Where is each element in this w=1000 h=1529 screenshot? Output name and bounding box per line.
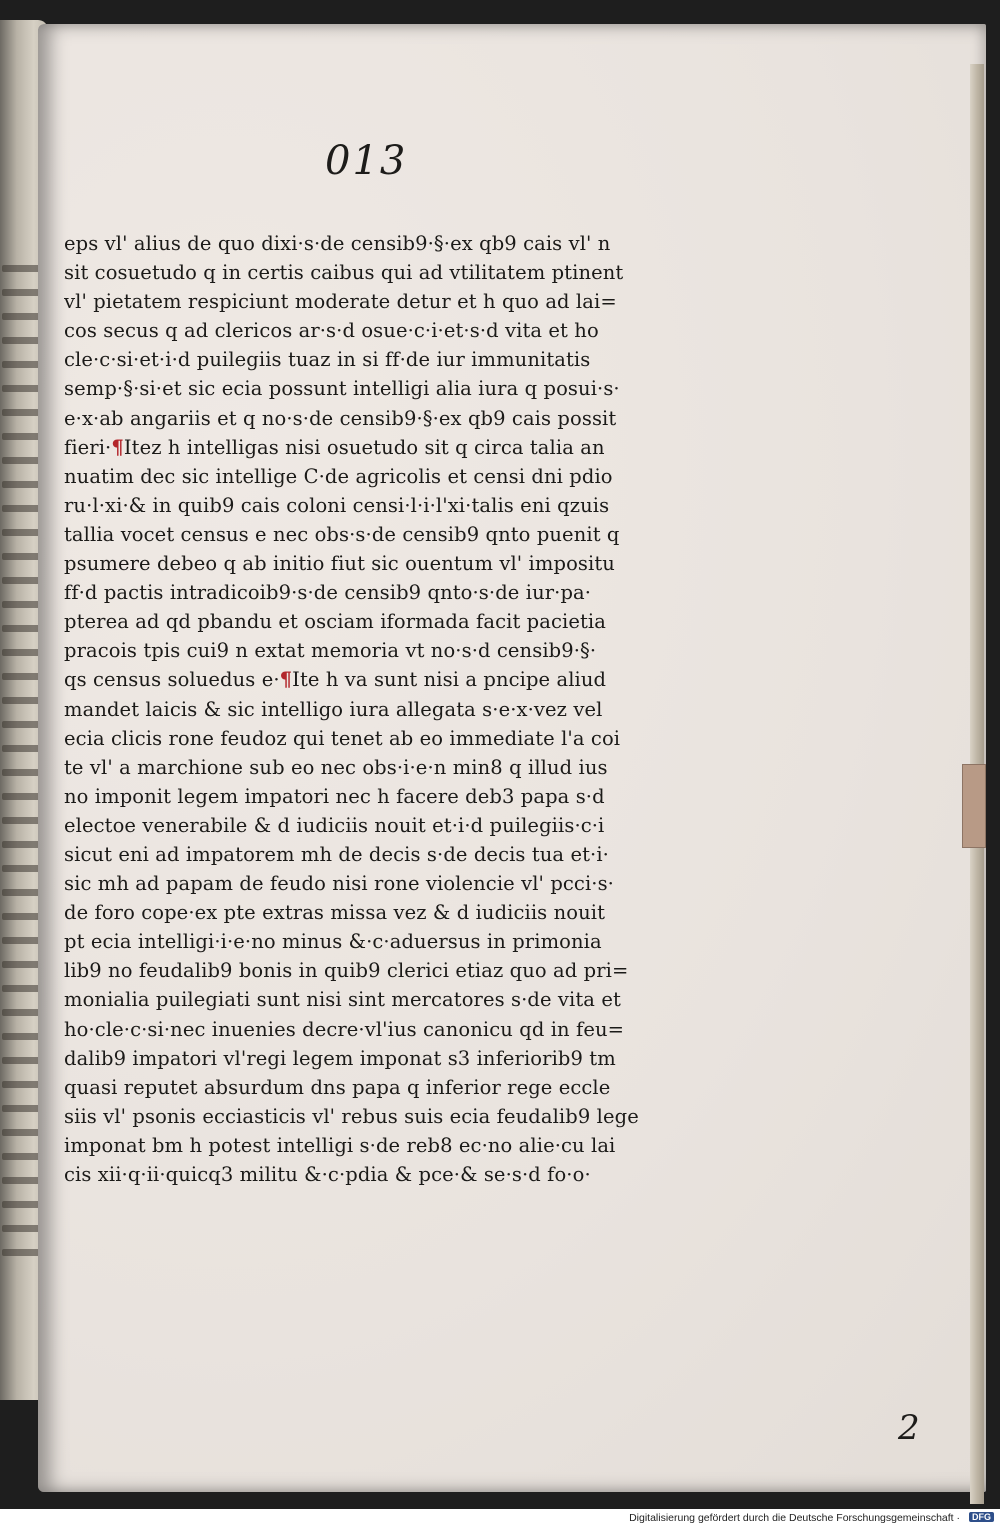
text-line: te vl' a marchione sub eo nec obs·i·e·n min8 q illud ius (64, 755, 608, 779)
text-line: pracois tpis cui9 n extat memoria vt no·s·d censib9·§· (64, 639, 597, 663)
text-line: ecia clicis rone feudoz qui tenet ab eo immediate l'a coi (64, 726, 621, 750)
text-line: pt ecia intelligi·i·e·no minus &·c·aduersus in primonia (64, 930, 602, 954)
line-after: Ite h va sunt nisi a pncipe aliud (292, 668, 607, 692)
credit-text: Digitalisierung gefördert durch die Deutsche Forschungsgemeinschaft · (629, 1512, 960, 1524)
text-line: eps vl' alius de quo dixi·s·de censib9·§·ex qb9 cais vl' n (64, 232, 611, 255)
text-line: e·x·ab angariis et q no·s·de censib9·§·ex qb9 cais possit (64, 406, 617, 430)
text-line: siis vl' psonis ecciasticis vl' rebus suis ecia feudalib9 lege (64, 1104, 639, 1128)
text-line: sicut eni ad impatorem mh de decis s·de decis tua et·i· (64, 842, 609, 866)
text-line: ff·d pactis intradicoib9·s·de censib9 qnto·s·de iur·pa· (64, 581, 592, 605)
text-line-rubric (64, 665, 674, 694)
corner-page-number: 2 (898, 1408, 920, 1448)
folio-mark: 013 (325, 138, 408, 184)
line-before: qs census soluedus e· (64, 668, 280, 692)
page-tab-marker (962, 764, 986, 848)
text-line: pterea ad qd pbandu et osciam iformada facit pacietia (64, 610, 606, 634)
text-line: de foro cope·ex pte extras missa vez & d iudiciis nouit (64, 901, 606, 925)
text-line-rubric (64, 433, 674, 462)
digitization-credit-bar (0, 1509, 1000, 1529)
text-line: sic mh ad papam de feudo nisi rone violencie vl' pcci·s· (64, 872, 614, 896)
text-line: lib9 no feudalib9 bonis in quib9 clerici etiaz quo ad pri= (64, 959, 629, 983)
dfg-logo: DFG (969, 1512, 994, 1522)
text-line: imponat bm h potest intelligi s·de reb8 ec·no alie·cu lai (64, 1133, 616, 1157)
text-line: psumere debeo q ab initio fiut sic ouentum vl' impositu (64, 552, 615, 576)
text-line: cis xii·q·ii·quicq3 militu &·c·pdia & pce·& se·s·d fo·o· (64, 1163, 591, 1186)
rubric-mark: ¶ (279, 668, 293, 692)
text-line: no imponit legem impatori nec h facere deb3 papa s·d (64, 784, 605, 808)
text-line: cle·c·si·et·i·d puilegiis tuaz in si ff·de iur immunitatis (64, 348, 591, 372)
text-line: electoe venerabile & d iudiciis nouit et·i·d puilegiis·c·i (64, 813, 605, 837)
text-line: quasi reputet absurdum dns papa q inferior rege eccle (64, 1075, 611, 1099)
text-line: vl' pietatem respiciunt moderate detur et h quo ad lai= (64, 290, 617, 314)
text-line: mandet laicis & sic intelligo iura allegata s·e·x·vez vel (64, 697, 603, 721)
text-line: monialia puilegiati sunt nisi sint mercatores s·de vita et (64, 988, 621, 1012)
text-line: sit cosuetudo q in certis caibus qui ad vtilitatem ptinent (64, 261, 624, 285)
text-line: tallia vocet census e nec obs·s·de censib9 qnto puenit q (64, 522, 620, 546)
text-line: dalib9 impatori vl'regi legem imponat s3 inferiorib9 tm (64, 1046, 616, 1070)
line-before: fieri· (64, 435, 112, 459)
text-line: cos secus q ad clericos ar·s·d osue·c·i·et·s·d vita et ho (64, 319, 599, 343)
text-line: ho·cle·c·si·nec inuenies decre·vl'ius canonicu qd in feu= (64, 1017, 625, 1041)
text-line: semp·§·si·et sic ecia possunt intelligi alia iura q posui·s· (64, 377, 620, 401)
rubric-mark: ¶ (111, 435, 124, 459)
text-block (64, 229, 674, 1189)
line-after: Itez h intelligas nisi osuetudo sit q circa talia an (123, 435, 605, 459)
text-line: nuatim dec sic intellige C·de agricolis et censi dni pdio (64, 464, 613, 488)
text-line: ru·l·xi·& in quib9 cais coloni censi·l·i·l'xi·talis eni qzuis (64, 493, 610, 517)
